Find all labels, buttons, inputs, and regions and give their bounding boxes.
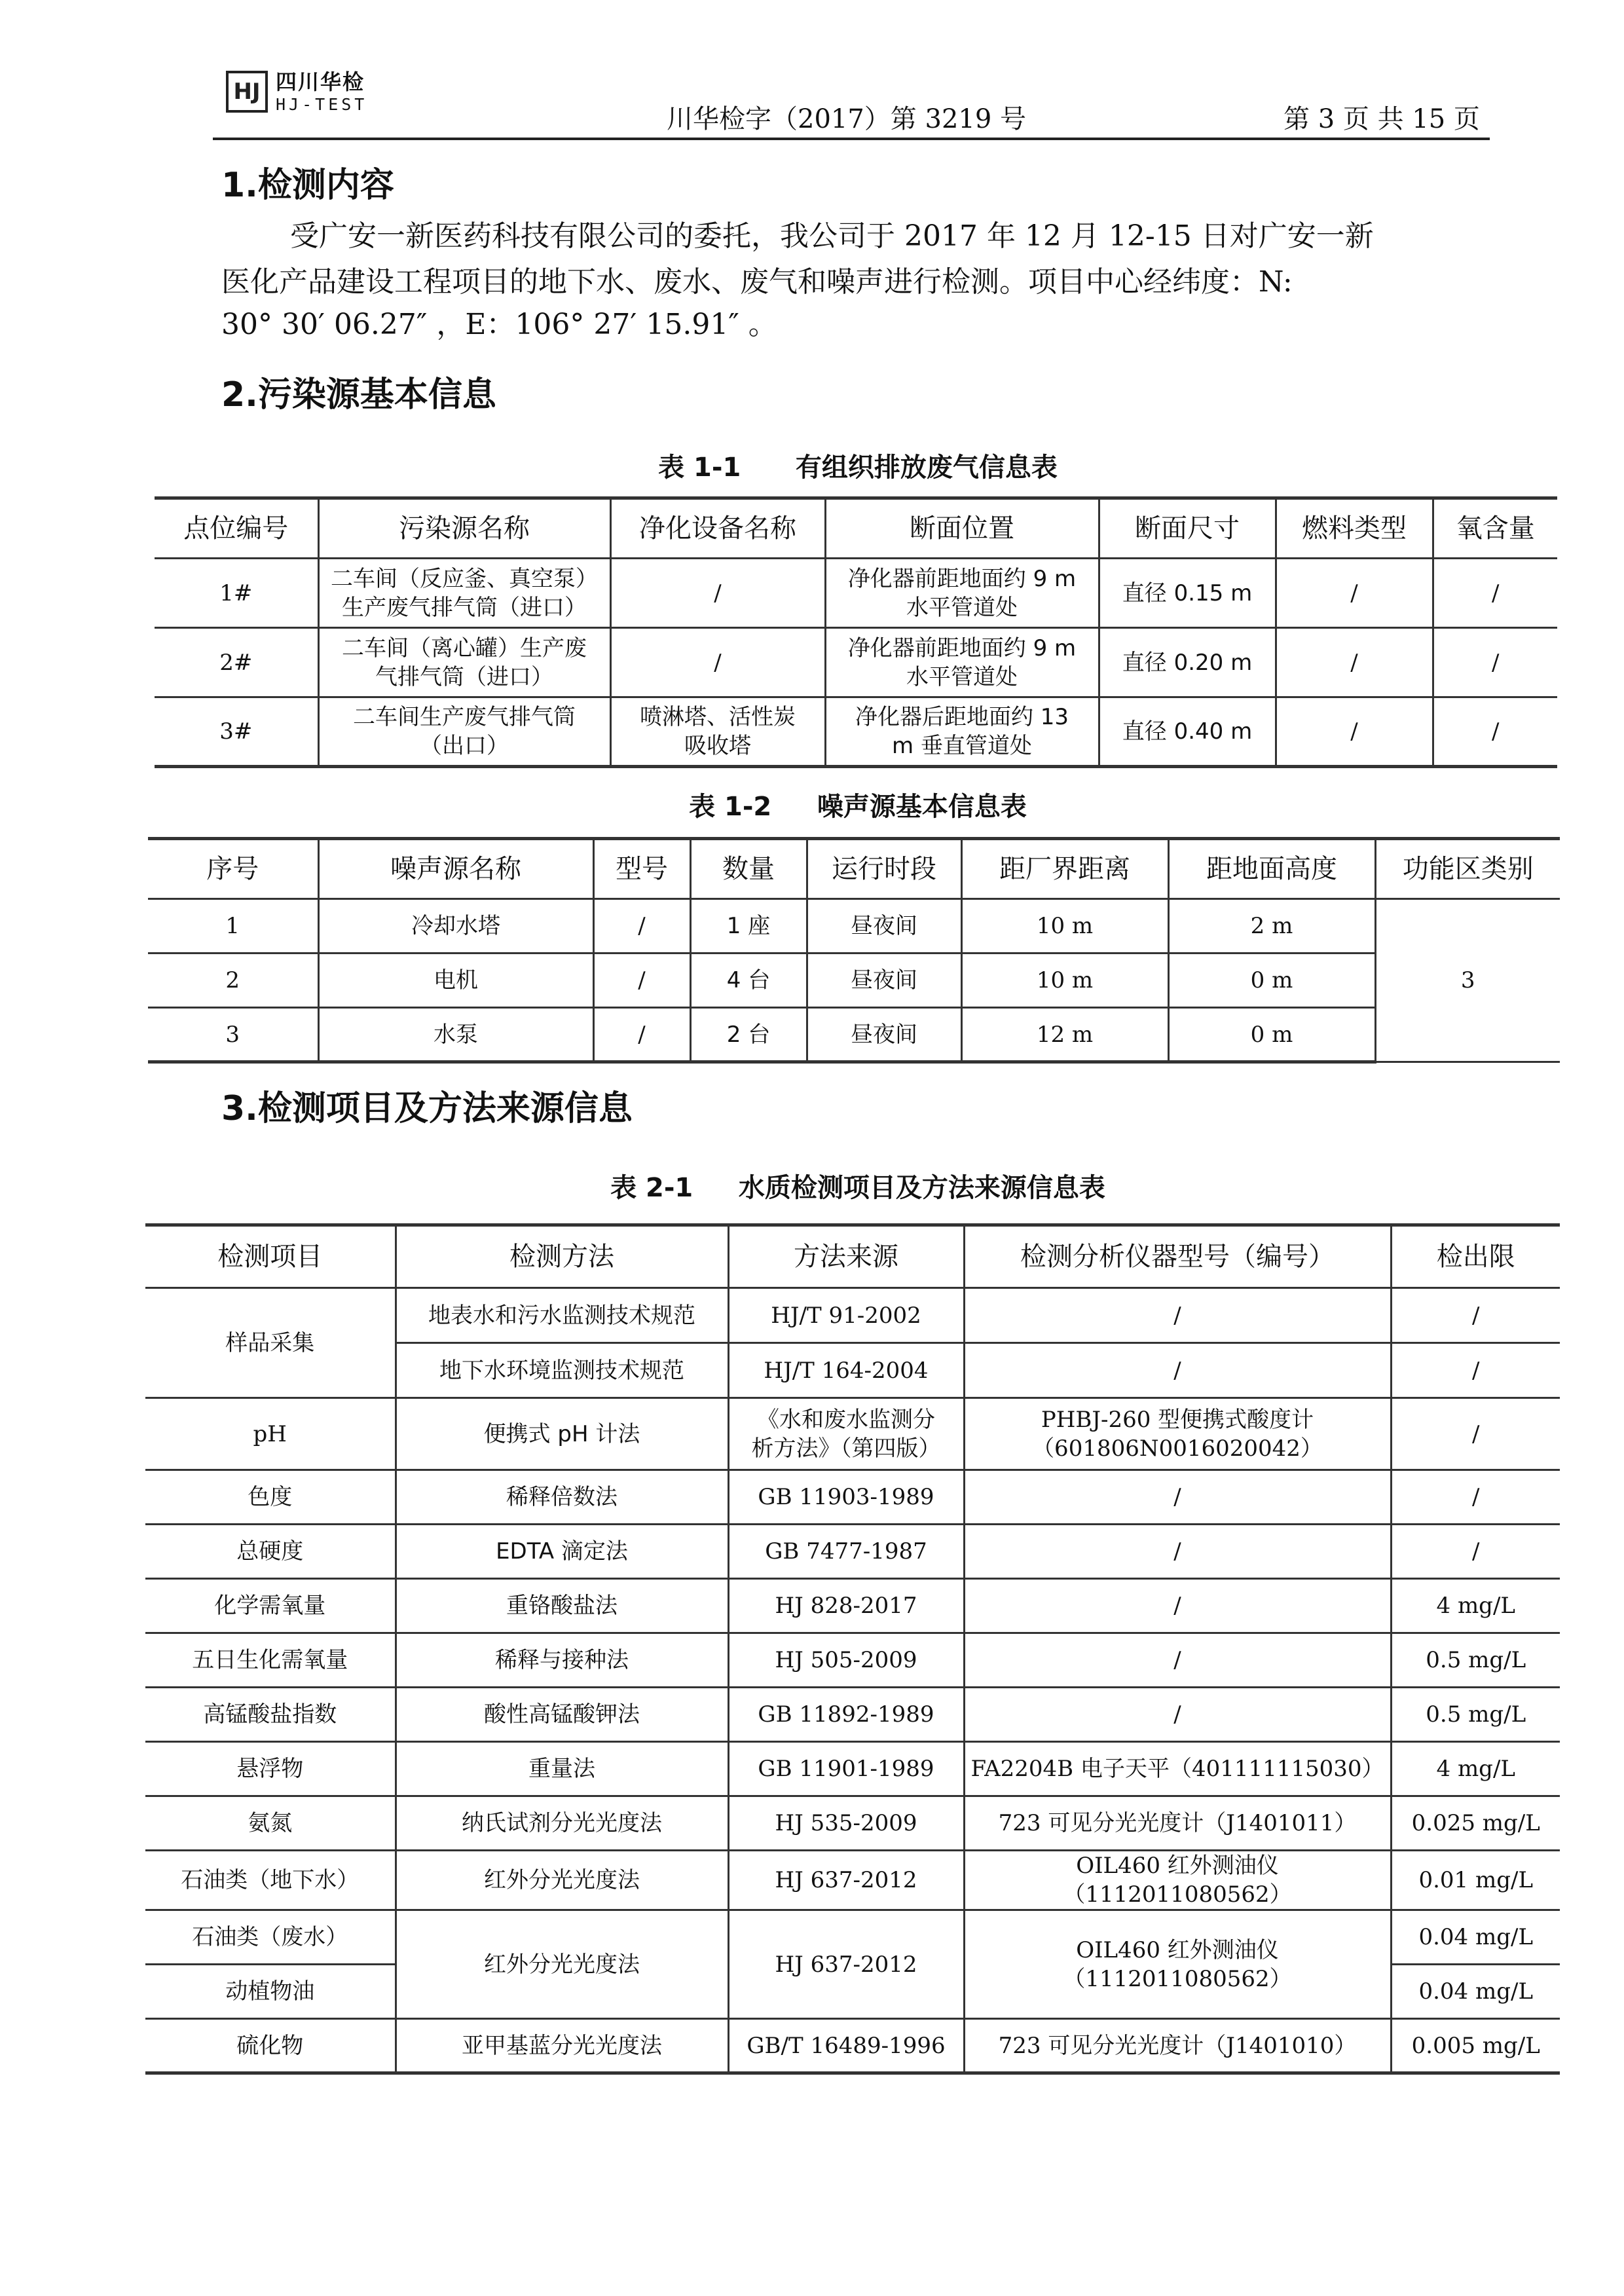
table-cell: 氨氮 [145, 1796, 396, 1851]
table-row [145, 1633, 1560, 1688]
table-cell: / [593, 899, 690, 954]
logo-chinese-name: 四川华检 [276, 69, 365, 94]
table-cell: 2 台 [690, 1008, 807, 1062]
table-cell: / [1391, 1398, 1560, 1470]
table-cell: / [1276, 697, 1433, 767]
function-zone-cell: 3 [1375, 899, 1560, 1062]
table-cell: 冷却水塔 [318, 899, 593, 954]
table-row [148, 954, 1560, 1008]
table-cell: / [593, 954, 690, 1008]
table-cell: 12 m [961, 1008, 1168, 1062]
table-cell: 723 可见分光光度计（J1401010） [964, 2019, 1391, 2073]
table-cell: 稀释倍数法 [396, 1470, 728, 1525]
table-cell: 0.025 mg/L [1391, 1796, 1560, 1851]
table-cell: 高锰酸盐指数 [145, 1688, 396, 1742]
table-cell: 2# [155, 628, 318, 697]
table-cell: 1 [148, 899, 318, 954]
table-2-1-caption: 表 2-1 水质检测项目及方法来源信息表 [610, 1173, 1105, 1203]
table-cell: 地下水环境监测技术规范 [396, 1343, 728, 1398]
table-row [155, 628, 1557, 697]
table-cell: 2 [148, 954, 318, 1008]
table-cell: / [1391, 1288, 1560, 1343]
table-cell: HJ 637-2012 [728, 1851, 964, 1910]
table-cell: 直径 0.20 m [1099, 628, 1276, 697]
table-cell: 红外分光光度法 [396, 1851, 728, 1910]
table-1-1-header-cell: 断面尺寸 [1099, 498, 1276, 559]
table-cell: 便携式 pH 计法 [396, 1398, 728, 1470]
table-2-1 [145, 1223, 1560, 2075]
table-cell: 昼夜间 [807, 1008, 961, 1062]
table-cell: 0.01 mg/L [1391, 1851, 1560, 1910]
table-1-1-header-cell: 净化设备名称 [610, 498, 825, 559]
table-cell: / [1276, 559, 1433, 628]
section-1-paragraph-line-1: 受广安一新医药科技有限公司的委托，我公司于 2017 年 12 月 12-15 日对广安一新 [290, 219, 1374, 253]
table-cell: 0.005 mg/L [1391, 2019, 1560, 2073]
table-cell: / [1391, 1470, 1560, 1525]
table-row [145, 1851, 1560, 1910]
table-cell: 723 可见分光光度计（J1401011） [964, 1796, 1391, 1851]
table-cell: GB 7477-1987 [728, 1525, 964, 1579]
table-cell: 化学需氧量 [145, 1579, 396, 1633]
table-cell: 净化器后距地面约 13 m 垂直管道处 [825, 697, 1099, 767]
table-1-1-header-cell: 点位编号 [155, 498, 318, 559]
table-cell: / [1391, 1525, 1560, 1579]
table-cell: / [610, 559, 825, 628]
table-cell: 二车间（反应釜、真空泵） 生产废气排气筒（进口） [318, 559, 610, 628]
table-cell: 1 座 [690, 899, 807, 954]
table-1-1-caption: 表 1-1 有组织排放废气信息表 [658, 453, 1058, 483]
table-row [145, 1398, 1560, 1470]
section-1-title: 1.检测内容 [221, 166, 394, 205]
table-cell: / [1433, 697, 1557, 767]
table-cell: 红外分光光度法 [396, 1910, 728, 2019]
table-cell: 0.5 mg/L [1391, 1688, 1560, 1742]
table-cell: / [593, 1008, 690, 1062]
table-cell: 酸性高锰酸钾法 [396, 1688, 728, 1742]
hj-logo-mark: HJ [226, 71, 268, 113]
table-row [145, 1796, 1560, 1851]
table-cell: GB 11903-1989 [728, 1470, 964, 1525]
table-cell: 直径 0.40 m [1099, 697, 1276, 767]
table-2-1-header-cell: 检测分析仪器型号（编号） [964, 1225, 1391, 1288]
table-cell: 1# [155, 559, 318, 628]
page-number: 第 3 页 共 15 页 [1283, 104, 1480, 134]
table-cell: 悬浮物 [145, 1742, 396, 1796]
table-cell: EDTA 滴定法 [396, 1525, 728, 1579]
table-cell: 五日生化需氧量 [145, 1633, 396, 1688]
table-row [145, 2019, 1560, 2073]
table-1-2-header-cell: 功能区类别 [1375, 839, 1560, 899]
table-cell: 4 台 [690, 954, 807, 1008]
table-1-2-header-cell: 噪声源名称 [318, 839, 593, 899]
table-2-1-header-cell: 检测方法 [396, 1225, 728, 1288]
table-cell: / [1433, 628, 1557, 697]
table-cell: 总硬度 [145, 1525, 396, 1579]
table-cell: / [1276, 628, 1433, 697]
table-cell: 硫化物 [145, 2019, 396, 2073]
table-row [148, 899, 1560, 954]
table-1-1 [155, 496, 1557, 768]
table-cell: 4 mg/L [1391, 1742, 1560, 1796]
table-cell: OIL460 红外测油仪（1112011080562） [964, 1851, 1391, 1910]
section-2-title: 2.污染源基本信息 [221, 375, 496, 415]
table-cell: 0.04 mg/L [1391, 1910, 1560, 1965]
table-cell: 重铬酸盐法 [396, 1579, 728, 1633]
table-cell: 色度 [145, 1470, 396, 1525]
table-1-1-header-cell: 污染源名称 [318, 498, 610, 559]
table-row [145, 1470, 1560, 1525]
table-cell: 0 m [1168, 954, 1375, 1008]
table-cell: 4 mg/L [1391, 1579, 1560, 1633]
table-row [148, 1008, 1560, 1062]
table-cell: 0 m [1168, 1008, 1375, 1062]
table-cell: / [964, 1633, 1391, 1688]
table-cell: GB/T 16489-1996 [728, 2019, 964, 2073]
section-3-title: 3.检测项目及方法来源信息 [221, 1089, 633, 1128]
table-1-2-header-cell: 距地面高度 [1168, 839, 1375, 899]
table-cell: HJ 535-2009 [728, 1796, 964, 1851]
table-row [145, 1910, 1560, 1965]
table-row [145, 1525, 1560, 1579]
table-cell: GB 11892-1989 [728, 1688, 964, 1742]
table-cell: HJ/T 164-2004 [728, 1343, 964, 1398]
table-cell: OIL460 红外测油仪（1112011080562） [964, 1910, 1391, 2019]
table-row [155, 559, 1557, 628]
table-1-2 [148, 837, 1560, 1064]
table-cell: / [964, 1288, 1391, 1343]
table-cell: 《水和废水监测分 析方法》（第四版） [728, 1398, 964, 1470]
table-cell: / [1433, 559, 1557, 628]
table-cell: 0.5 mg/L [1391, 1633, 1560, 1688]
table-1-2-header-cell: 数量 [690, 839, 807, 899]
table-1-1-header-cell: 断面位置 [825, 498, 1099, 559]
table-cell: / [964, 1688, 1391, 1742]
table-cell: 0.04 mg/L [1391, 1965, 1560, 2019]
table-cell: 地表水和污水监测技术规范 [396, 1288, 728, 1343]
table-cell: 净化器前距地面约 9 m 水平管道处 [825, 628, 1099, 697]
table-cell: HJ 637-2012 [728, 1910, 964, 2019]
section-1-paragraph-line-3: 30° 30′ 06.27″ ，E：106° 27′ 15.91″ 。 [221, 308, 777, 341]
table-cell: / [610, 628, 825, 697]
table-row [145, 1742, 1560, 1796]
table-cell: pH [145, 1398, 396, 1470]
table-1-2-caption: 表 1-2 噪声源基本信息表 [689, 792, 1027, 822]
table-cell: / [964, 1579, 1391, 1633]
document-number: 川华检字（2017）第 3219 号 [667, 104, 1027, 134]
table-cell: GB 11901-1989 [728, 1742, 964, 1796]
table-1-1-header-cell: 氧含量 [1433, 498, 1557, 559]
table-1-2-header-cell: 型号 [593, 839, 690, 899]
table-cell: HJ/T 91-2002 [728, 1288, 964, 1343]
table-cell: 3 [148, 1008, 318, 1062]
table-cell: FA2204B 电子天平（401111115030） [964, 1742, 1391, 1796]
table-cell: 电机 [318, 954, 593, 1008]
table-1-2-header-cell: 序号 [148, 839, 318, 899]
table-cell: 直径 0.15 m [1099, 559, 1276, 628]
table-cell: 水泵 [318, 1008, 593, 1062]
table-cell: 10 m [961, 954, 1168, 1008]
table-cell: 昼夜间 [807, 899, 961, 954]
table-cell: 动植物油 [145, 1965, 396, 2019]
table-cell: / [964, 1470, 1391, 1525]
table-cell: HJ 828-2017 [728, 1579, 964, 1633]
table-cell: 二车间（离心罐）生产废 气排气筒（进口） [318, 628, 610, 697]
table-cell: 亚甲基蓝分光光度法 [396, 2019, 728, 2073]
table-cell: 石油类（废水） [145, 1910, 396, 1965]
company-logo [226, 71, 367, 113]
table-cell: 石油类（地下水） [145, 1851, 396, 1910]
table-row [155, 697, 1557, 767]
table-row [145, 1688, 1560, 1742]
table-2-1-header-cell: 检出限 [1391, 1225, 1560, 1288]
table-1-1-header-cell: 燃料类型 [1276, 498, 1433, 559]
table-1-2-header-cell: 运行时段 [807, 839, 961, 899]
table-cell: PHBJ-260 型便携式酸度计 （601806N0016020042） [964, 1398, 1391, 1470]
table-cell: / [964, 1343, 1391, 1398]
sampling-item-cell: 样品采集 [145, 1288, 396, 1398]
table-cell: 昼夜间 [807, 954, 961, 1008]
table-2-1-header-cell: 检测项目 [145, 1225, 396, 1288]
table-cell: 3# [155, 697, 318, 767]
table-cell: 重量法 [396, 1742, 728, 1796]
table-1-2-header-cell: 距厂界距离 [961, 839, 1168, 899]
section-1-paragraph-line-2: 医化产品建设工程项目的地下水、废水、废气和噪声进行检测。项目中心经纬度：N: [221, 265, 1293, 299]
table-cell: / [1391, 1343, 1560, 1398]
table-cell: 纳氏试剂分光光度法 [396, 1796, 728, 1851]
table-row [145, 1579, 1560, 1633]
table-cell: HJ 505-2009 [728, 1633, 964, 1688]
table-row [145, 1288, 1560, 1343]
logo-english-name: HJ-TEST [276, 94, 368, 114]
table-cell: 稀释与接种法 [396, 1633, 728, 1688]
table-2-1-header-cell: 方法来源 [728, 1225, 964, 1288]
table-cell: 喷淋塔、活性炭 吸收塔 [610, 697, 825, 767]
table-cell: 净化器前距地面约 9 m 水平管道处 [825, 559, 1099, 628]
table-cell: / [964, 1525, 1391, 1579]
table-cell: 二车间生产废气排气筒 （出口） [318, 697, 610, 767]
table-cell: 10 m [961, 899, 1168, 954]
table-cell: 2 m [1168, 899, 1375, 954]
header-divider [213, 138, 1490, 140]
